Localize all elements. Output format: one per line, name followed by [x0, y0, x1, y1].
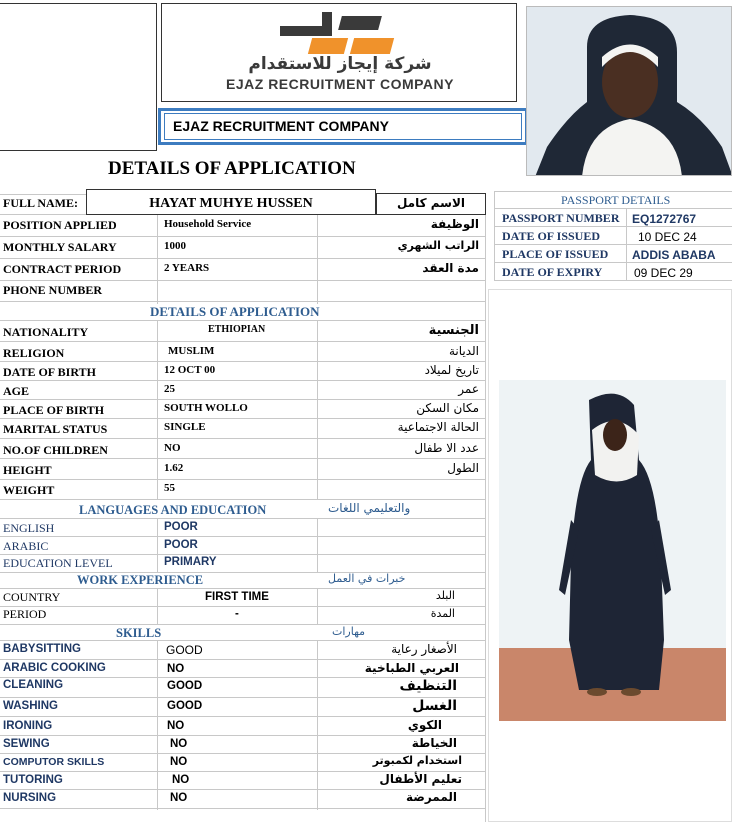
- skill-cleaning-arabic: التنظيف: [399, 678, 457, 694]
- skill-cleaning-label: CLEANING: [3, 679, 64, 691]
- skill-babysitting-value: GOOD: [166, 643, 203, 657]
- children-value: NO: [164, 442, 181, 454]
- pob-value: SOUTH WOLLO: [164, 402, 248, 414]
- logo-arabic-text: شركة إيجاز للاستقدام: [248, 54, 432, 74]
- place-issued-value: ADDIS ABABA: [632, 248, 716, 262]
- date-issued-label: DATE OF ISSUED: [502, 229, 601, 243]
- period-arabic: المدة: [430, 607, 455, 620]
- company-logo-icon: [280, 12, 396, 56]
- skill-computer-value: NO: [170, 756, 188, 768]
- religion-value: MUSLIM: [168, 345, 215, 357]
- country-label: COUNTRY: [3, 590, 61, 604]
- company-name-text: EJAZ RECRUITMENT COMPANY: [173, 118, 389, 134]
- weight-value: 55: [164, 482, 175, 494]
- phone-label: PHONE NUMBER: [3, 283, 102, 297]
- dob-label: DATE OF BIRTH: [3, 365, 96, 379]
- age-value: 25: [164, 383, 175, 395]
- skill-nursing-arabic: الممرضة: [405, 790, 457, 804]
- pob-label: PLACE OF BIRTH: [3, 403, 105, 417]
- skill-ironing-arabic: الكوي: [407, 718, 442, 732]
- nationality-arabic: الجنسية: [428, 323, 479, 338]
- skill-nursing-value: NO: [170, 792, 188, 804]
- skill-tutoring-value: NO: [172, 774, 190, 786]
- position-arabic: الوظيفة: [430, 217, 479, 231]
- passport-number-value: EQ1272767: [632, 212, 697, 226]
- company-name-banner: [158, 108, 528, 145]
- height-value: 1.62: [164, 462, 184, 474]
- skill-babysitting-arabic: الأصغار رعاية: [391, 642, 457, 656]
- contract-value: 2 YEARS: [164, 262, 210, 274]
- country-value: FIRST TIME: [205, 591, 269, 603]
- english-label: ENGLISH: [3, 521, 55, 535]
- marital-label: MARITAL STATUS: [3, 422, 108, 436]
- full-name-arabic-box: [376, 193, 486, 215]
- work-heading-arabic: خبرات في العمل: [328, 572, 406, 585]
- religion-arabic: الديانة: [448, 344, 479, 358]
- age-label: AGE: [3, 384, 30, 398]
- passport-heading: PASSPORT DETAILS: [561, 193, 671, 207]
- children-label: NO.OF CHILDREN: [3, 443, 108, 457]
- skill-sewing-value: NO: [170, 738, 188, 750]
- date-expiry-value: 09 DEC 29: [634, 266, 693, 280]
- marital-value: SINGLE: [164, 421, 206, 433]
- languages-heading-arabic: والتعليمي اللغات: [328, 501, 411, 515]
- pob-arabic: مكان السكن: [416, 401, 479, 415]
- skill-sewing-arabic: الخياطة: [411, 736, 457, 750]
- contract-arabic: مدة العقد: [422, 261, 479, 275]
- skill-computer-arabic: استخدام لكمبوتر: [372, 754, 462, 767]
- full-name-value: HAYAT MUHYE HUSSEN: [149, 196, 313, 211]
- skill-cooking-value: NO: [167, 663, 185, 675]
- skill-ironing-label: IRONING: [3, 720, 53, 732]
- skill-babysitting-label: BABYSITTING: [3, 643, 81, 655]
- skill-washing-label: WASHING: [3, 700, 58, 712]
- education-label: EDUCATION LEVEL: [3, 556, 113, 570]
- skill-cleaning-value: GOOD: [167, 680, 203, 692]
- height-label: HEIGHT: [3, 463, 52, 477]
- work-heading: WORK EXPERIENCE: [77, 573, 204, 587]
- education-value: PRIMARY: [164, 556, 217, 568]
- portrait-photo: [526, 6, 732, 176]
- skill-nursing-label: NURSING: [3, 792, 57, 804]
- arabic-label: ARABIC: [3, 539, 49, 553]
- skill-tutoring-arabic: تعليم الأطفال: [379, 772, 462, 786]
- english-value: POOR: [164, 521, 198, 533]
- arabic-value: POOR: [164, 539, 198, 551]
- skills-heading: SKILLS: [116, 626, 162, 640]
- full-name-label: FULL NAME:: [3, 196, 78, 210]
- languages-heading: LANGUAGES AND EDUCATION: [79, 503, 267, 517]
- country-arabic: البلد: [435, 589, 455, 602]
- date-issued-value: 10 DEC 24: [638, 230, 697, 244]
- salary-label: MONTHLY SALARY: [3, 240, 117, 254]
- height-arabic: الطول: [447, 461, 479, 475]
- religion-label: RELIGION: [3, 346, 65, 360]
- passport-number-label: PASSPORT NUMBER: [502, 211, 620, 225]
- full-body-photo: [499, 380, 726, 721]
- skill-computer-label: COMPUTOR SKILLS: [3, 756, 105, 768]
- place-issued-label: PLACE OF ISSUED: [502, 247, 609, 261]
- period-label: PERIOD: [3, 607, 47, 621]
- skill-washing-value: GOOD: [167, 700, 203, 712]
- skill-ironing-value: NO: [167, 720, 185, 732]
- details-heading: DETAILS OF APPLICATION: [150, 304, 320, 319]
- weight-label: WEIGHT: [3, 483, 55, 497]
- skill-sewing-label: SEWING: [3, 738, 50, 750]
- skill-cooking-label: ARABIC COOKING: [3, 662, 106, 674]
- dob-arabic: تاريخ لميلاد: [424, 363, 479, 377]
- marital-arabic: الحالة الاجتماعية: [397, 420, 479, 434]
- logo-english-text: EJAZ RECRUITMENT COMPANY: [226, 76, 454, 92]
- age-arabic: عمر: [458, 382, 479, 396]
- children-arabic: عدد الا طفال: [414, 441, 479, 455]
- position-value: Household Service: [164, 218, 252, 230]
- skill-cooking-arabic: العربي الطباخية: [364, 661, 459, 675]
- skills-heading-arabic: مهارات: [332, 625, 366, 638]
- page-title: DETAILS OF APPLICATION: [108, 158, 356, 179]
- blank-photo-box: [0, 3, 157, 151]
- contract-label: CONTRACT PERIOD: [3, 262, 122, 276]
- position-label: POSITION APPLIED: [3, 218, 117, 232]
- company-logo-box: [161, 3, 517, 102]
- full-name-box: [86, 189, 376, 215]
- nationality-value: ETHIOPIAN: [208, 324, 266, 335]
- nationality-label: NATIONALITY: [3, 325, 89, 339]
- date-expiry-label: DATE OF EXPIRY: [502, 265, 603, 279]
- salary-value: 1000: [164, 240, 186, 252]
- period-value: -: [235, 608, 239, 620]
- skill-washing-arabic: الغسل: [412, 698, 457, 714]
- dob-value: 12 OCT 00: [164, 364, 216, 376]
- full-name-arabic: الاسم كامل: [396, 196, 465, 210]
- salary-arabic: الراتب الشهري: [397, 239, 479, 252]
- skill-tutoring-label: TUTORING: [3, 774, 63, 786]
